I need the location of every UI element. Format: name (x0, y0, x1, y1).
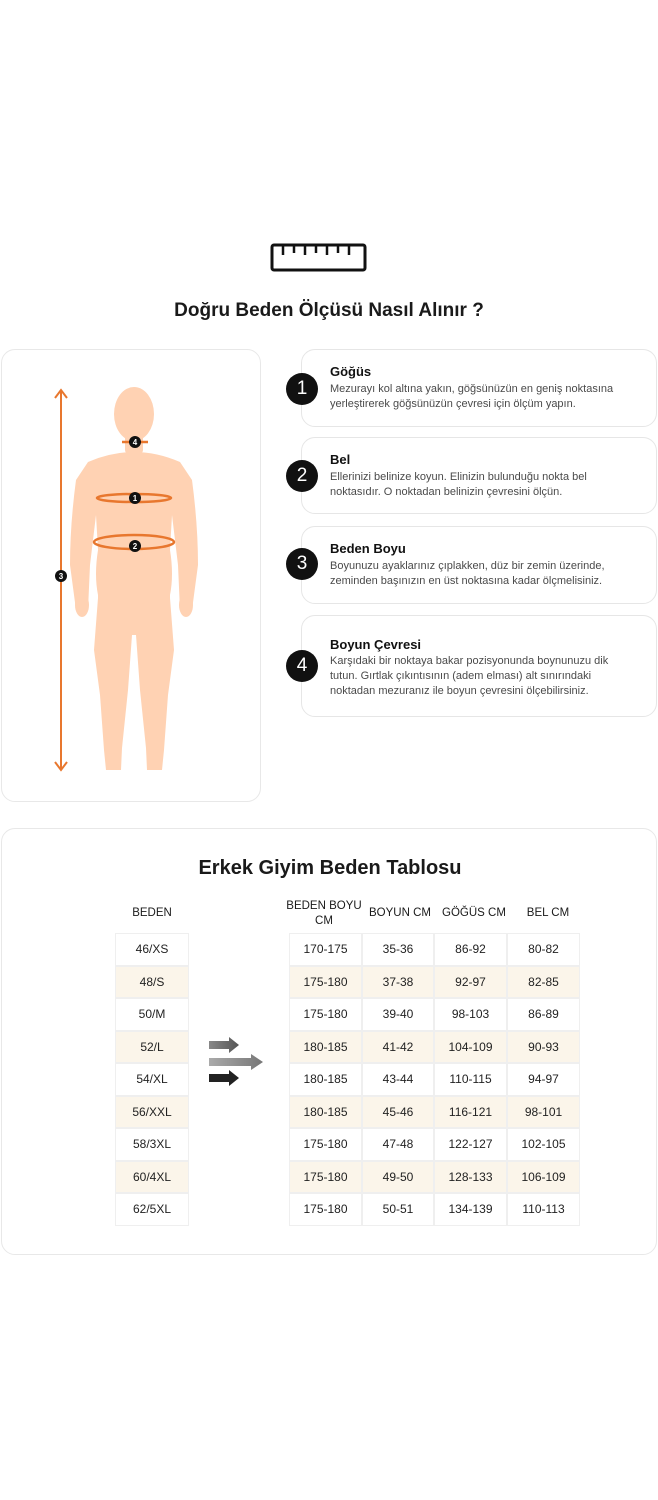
cell-chest: 122-127 (434, 1128, 507, 1161)
cell-waist: 98-101 (507, 1096, 580, 1129)
cell-waist: 110-113 (507, 1193, 580, 1226)
col-header-height: BEDEN BOYU CM (286, 900, 362, 927)
cell-waist: 80-82 (507, 933, 580, 966)
cell-height: 170-175 (289, 933, 362, 966)
cell-waist: 82-85 (507, 966, 580, 999)
body-figure-card (1, 349, 261, 802)
table-title: Erkek Giyim Beden Tablosu (198, 857, 462, 879)
col-header-size: BEDEN (132, 907, 172, 919)
step-1-badge: 1 (286, 373, 318, 405)
waist-marker-label: 2 (132, 542, 138, 551)
cell-neck: 50-51 (362, 1193, 434, 1226)
table-row (289, 1063, 580, 1096)
table-row (289, 966, 580, 999)
cell-chest: 98-103 (434, 998, 507, 1031)
step-title: Boyun Çevresi (330, 637, 422, 652)
page-title: Doğru Beden Ölçüsü Nasıl Alınır ? (174, 300, 484, 321)
size-data-table (289, 933, 580, 1226)
size-cell: 54/XL (115, 1063, 189, 1096)
step-description: Boyunuzu ayaklarınız çıplakken, düz bir zemin üzerinde, zeminden başınızın en üst noktasına kadar ölçmelisiniz. (330, 560, 605, 587)
cell-height: 175-180 (289, 998, 362, 1031)
cell-neck: 43-44 (362, 1063, 434, 1096)
cell-chest: 110-115 (434, 1063, 507, 1096)
cell-neck: 41-42 (362, 1031, 434, 1064)
cell-chest: 128-133 (434, 1161, 507, 1194)
cell-neck: 35-36 (362, 933, 434, 966)
cell-height: 180-185 (289, 1031, 362, 1064)
cell-height: 175-180 (289, 966, 362, 999)
step-title: Bel (330, 452, 351, 467)
size-cell: 60/4XL (115, 1161, 189, 1194)
cell-chest: 86-92 (434, 933, 507, 966)
cell-height: 180-185 (289, 1063, 362, 1096)
neck-marker-label: 4 (132, 438, 138, 447)
cell-neck: 45-46 (362, 1096, 434, 1129)
step-title: Beden Boyu (330, 541, 406, 556)
height-marker-label: 3 (58, 572, 64, 581)
step-3-badge: 3 (286, 548, 318, 580)
cell-waist: 106-109 (507, 1161, 580, 1194)
cell-height: 175-180 (289, 1128, 362, 1161)
cell-waist: 102-105 (507, 1128, 580, 1161)
size-cell: 50/M (115, 998, 189, 1031)
cell-neck: 37-38 (362, 966, 434, 999)
step-description: Mezurayı kol altına yakın, göğsünüzün en geniş noktasına yerleştirerek göğsünüzün çevresi için ölçüm yapın. (330, 383, 614, 410)
table-row (289, 1193, 580, 1226)
cell-neck: 47-48 (362, 1128, 434, 1161)
chest-marker-label: 1 (132, 494, 138, 503)
ruler-icon (270, 243, 367, 272)
size-cell: 62/5XL (115, 1193, 189, 1226)
cell-chest: 134-139 (434, 1193, 507, 1226)
cell-neck: 49-50 (362, 1161, 434, 1194)
size-cell: 58/3XL (115, 1128, 189, 1161)
step-card-waist (301, 437, 657, 514)
table-row (289, 1161, 580, 1194)
cell-chest: 92-97 (434, 966, 507, 999)
cell-height: 175-180 (289, 1161, 362, 1194)
step-4-badge: 4 (286, 650, 318, 682)
table-row (289, 998, 580, 1031)
cell-waist: 90-93 (507, 1031, 580, 1064)
size-cell: 52/L (115, 1031, 189, 1064)
table-row (289, 1128, 580, 1161)
size-column (115, 933, 189, 1226)
size-table-card (1, 828, 657, 1255)
size-cell: 46/XS (115, 933, 189, 966)
step-2-badge: 2 (286, 460, 318, 492)
table-row (289, 1096, 580, 1129)
cell-height: 175-180 (289, 1193, 362, 1226)
step-card-chest (301, 349, 657, 427)
col-header-chest: GÖĞÜS CM (442, 907, 506, 919)
table-row (289, 933, 580, 966)
cell-chest: 104-109 (434, 1031, 507, 1064)
cell-height: 180-185 (289, 1096, 362, 1129)
col-header-neck: BOYUN CM (369, 907, 431, 919)
step-description: Ellerinizi belinize koyun. Elinizin bulunduğu nokta bel noktasıdır. O noktadan belinizin çevresini ölçün. (330, 471, 587, 498)
cell-chest: 116-121 (434, 1096, 507, 1129)
step-title: Göğüs (330, 364, 372, 379)
cell-waist: 86-89 (507, 998, 580, 1031)
size-cell: 48/S (115, 966, 189, 999)
col-header-waist: BEL CM (526, 907, 570, 919)
cell-waist: 94-97 (507, 1063, 580, 1096)
step-description: Karşıdaki bir noktaya bakar pozisyonunda boynunuzu dik tutun. Gırtlak çıkıntısının (adem elması) alt sınırındaki noktadan mezuranız ile boyun çevresini ölçebilirsiniz. (330, 655, 609, 697)
arrows-right-icon (207, 1037, 265, 1087)
size-cell: 56/XXL (115, 1096, 189, 1129)
step-card-height (301, 526, 657, 604)
cell-neck: 39-40 (362, 998, 434, 1031)
body-silhouette-icon (2, 350, 262, 803)
step-card-neck (301, 615, 657, 717)
table-row (289, 1031, 580, 1064)
